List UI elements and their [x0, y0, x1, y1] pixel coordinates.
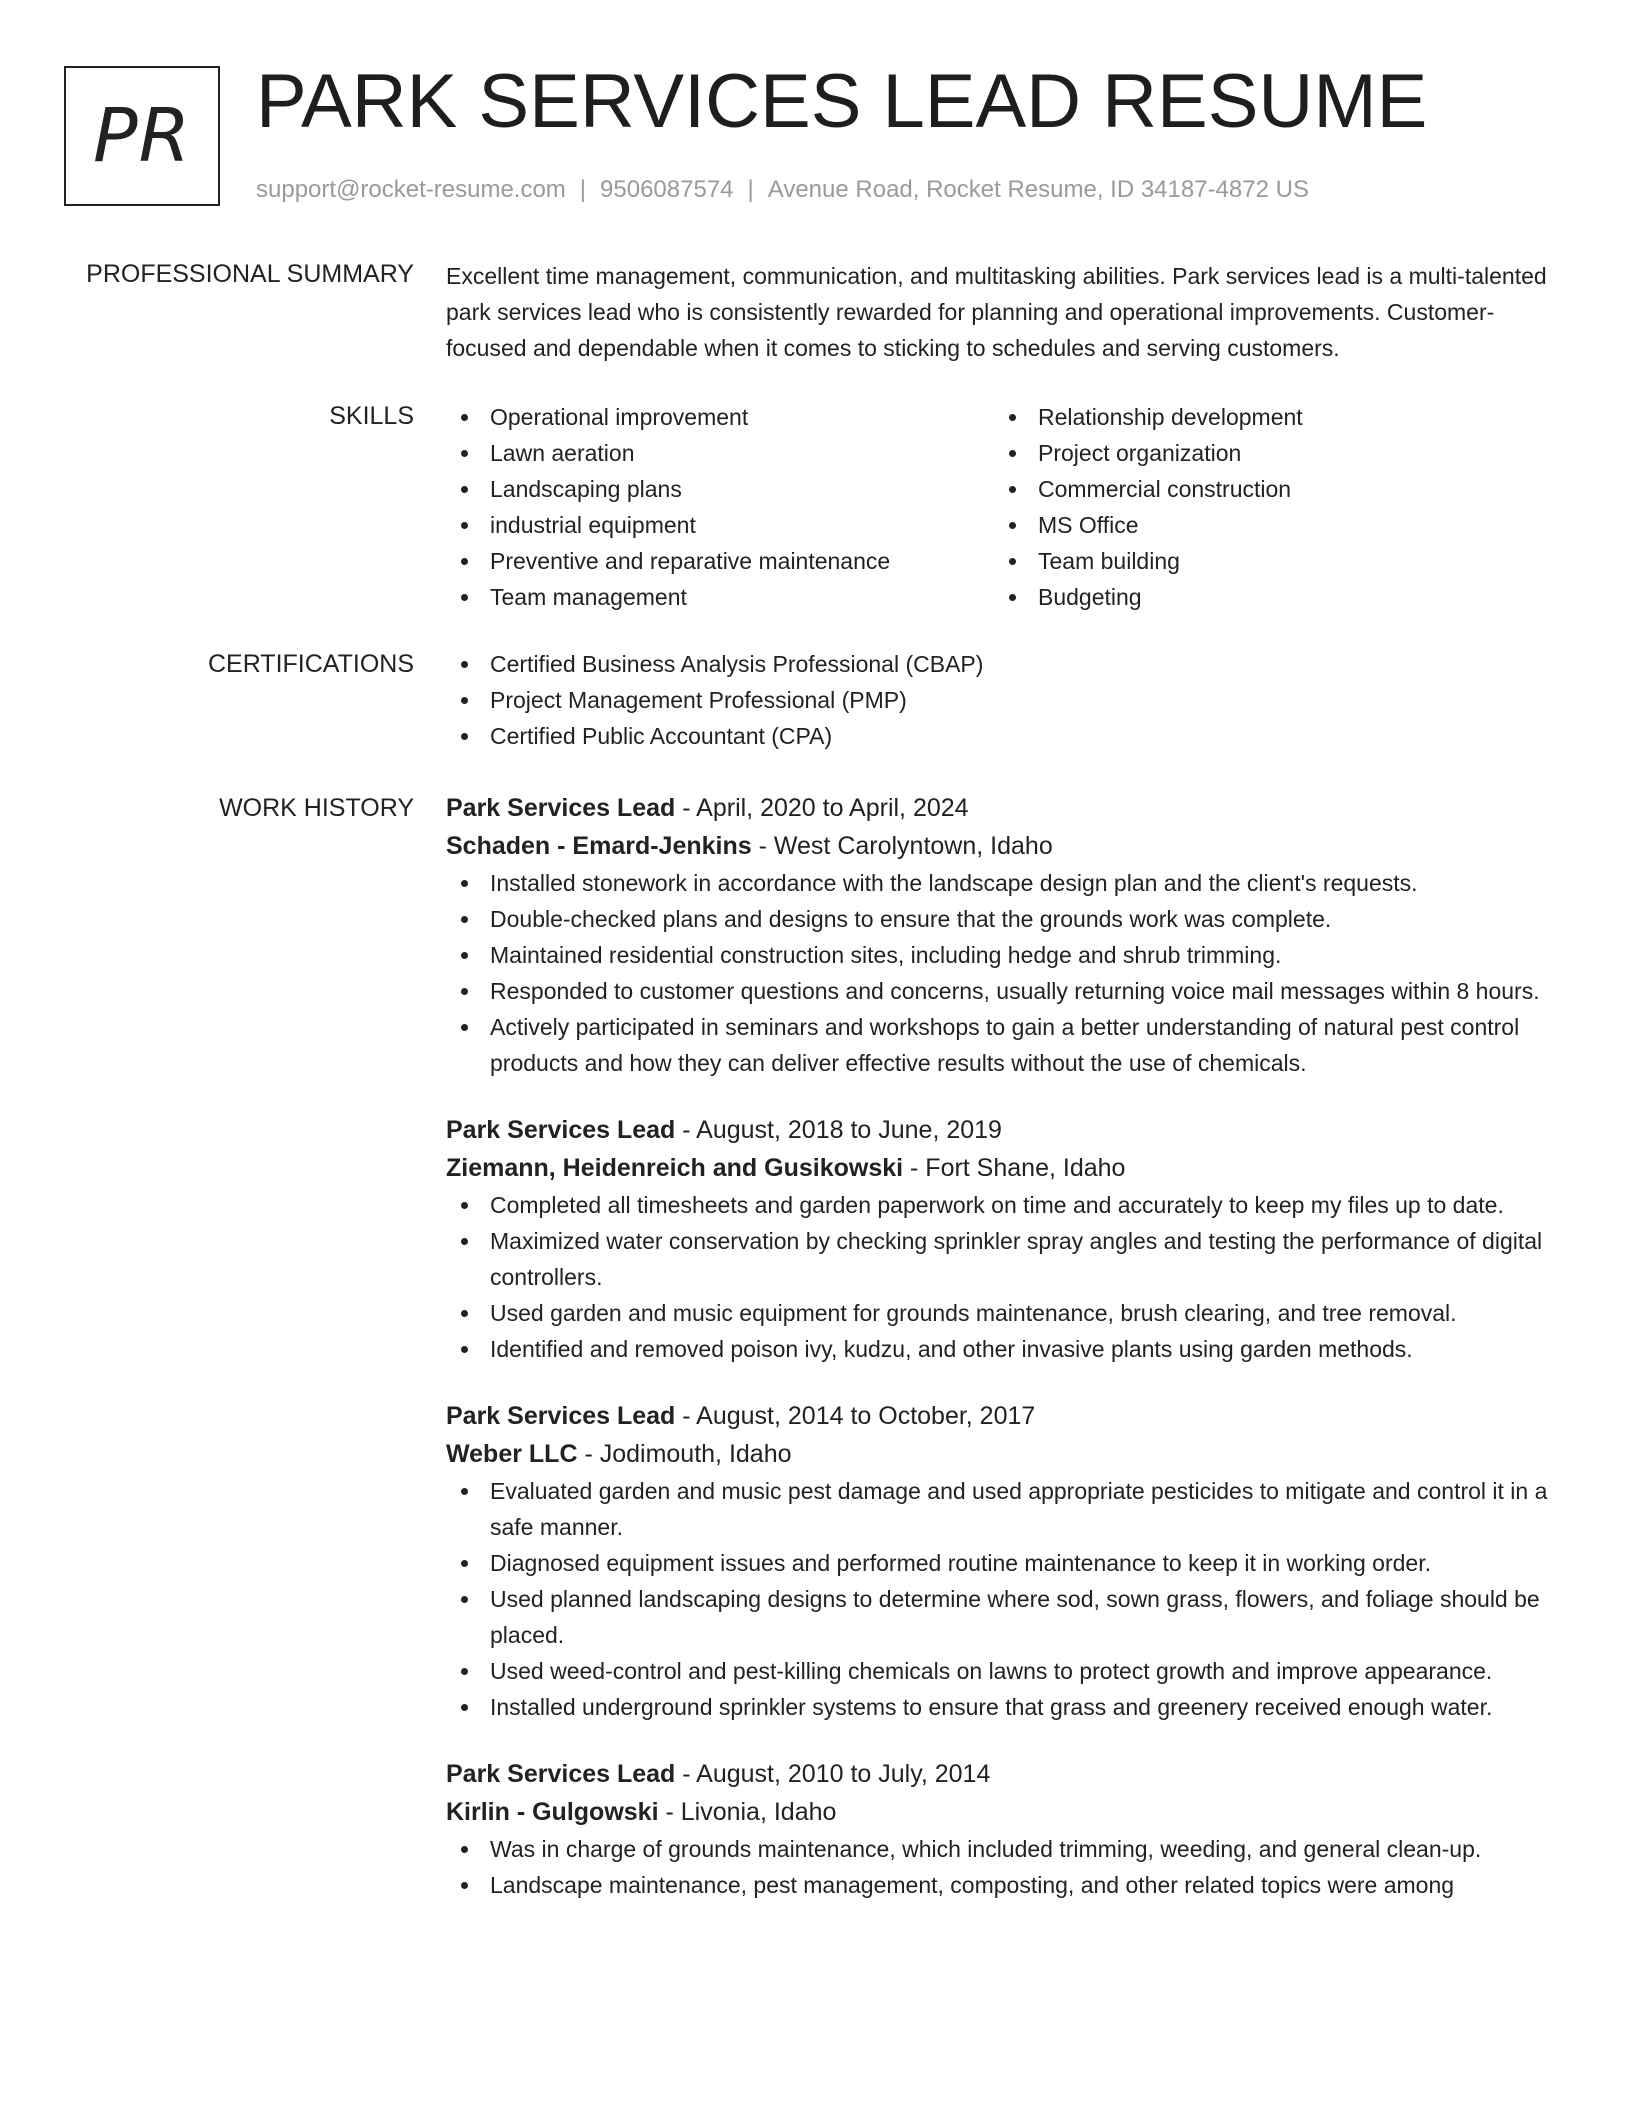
certifications-section: [446, 646, 1566, 754]
job-title-line: [446, 789, 1566, 827]
skill-item: Lawn aeration: [446, 435, 994, 471]
job-duty-item: Was in charge of grounds maintenance, which included trimming, weeding, and general clean-up.: [446, 1831, 1566, 1867]
job-duty-item: Used planned landscaping designs to determine where sod, sown grass, flowers, and foliage should be placed.: [446, 1581, 1566, 1653]
job-dates: - August, 2014 to October, 2017: [675, 1402, 1036, 1430]
job-duty-item: Maintained residential construction sites, including hedge and shrub trimming.: [446, 937, 1566, 973]
job-duty-item: Actively participated in seminars and workshops to gain a better understanding of natural pest control products and how they can deliver effective results without the use of chemicals.: [446, 1009, 1566, 1081]
job-title: Park Services Lead: [446, 794, 676, 822]
job-duties-list: [446, 1473, 1566, 1725]
job-duties-list: [446, 1831, 1566, 1903]
skill-item: Operational improvement: [446, 399, 994, 435]
contact-separator: |: [747, 176, 754, 203]
job-dates: - August, 2010 to July, 2014: [675, 1760, 991, 1788]
job-company: Schaden - Emard-Jenkins: [446, 832, 752, 860]
job-title: Park Services Lead: [446, 1402, 676, 1430]
job-location: - Livonia, Idaho: [658, 1798, 837, 1826]
summary-text: Excellent time management, communication, and multitasking abilities. Park services lead is a multi-talented park services lead who is consistently rewarded for planning and operational improvements. Customer-focused and dependable when it comes to sticking to schedules and serving customers.: [446, 263, 1547, 361]
section-label-summary: PROFESSIONAL SUMMARY: [86, 260, 414, 288]
skills-section: [446, 399, 1566, 615]
job-duty-item: Used garden and music equipment for grounds maintenance, brush clearing, and tree removal.: [446, 1295, 1566, 1331]
job-duty-item: Installed underground sprinkler systems to ensure that grass and greenery received enough water.: [446, 1689, 1566, 1725]
certification-item: Certified Business Analysis Professional (CBAP): [446, 646, 1566, 682]
job-duties-list: [446, 1187, 1566, 1367]
job-dates: - April, 2020 to April, 2024: [675, 794, 969, 822]
job-company-line: [446, 827, 1566, 865]
job-duty-item: Double-checked plans and designs to ensure that the grounds work was complete.: [446, 901, 1566, 937]
work-history-section: [446, 789, 1566, 1933]
job-duty-item: Evaluated garden and music pest damage and used appropriate pesticides to mitigate and control it in a safe manner.: [446, 1473, 1566, 1545]
job-company-line: [446, 1793, 1566, 1831]
job-title-line: [446, 1111, 1566, 1149]
contact-address: Avenue Road, Rocket Resume, ID 34187-4872 US: [767, 176, 1309, 203]
job-duties-list: [446, 865, 1566, 1081]
job-location: - West Carolyntown, Idaho: [751, 832, 1053, 860]
contact-separator: |: [579, 176, 587, 203]
job-location: - Fort Shane, Idaho: [903, 1154, 1126, 1182]
job-duty-item: Installed stonework in accordance with the landscape design plan and the client's requests.: [446, 865, 1566, 901]
skill-item: Commercial construction: [994, 471, 1542, 507]
skill-item: MS Office: [994, 507, 1542, 543]
job-entry: [446, 789, 1566, 1081]
monogram-badge: [64, 66, 220, 206]
job-company: Ziemann, Heidenreich and Gusikowski: [446, 1154, 904, 1182]
contact-line: [256, 174, 1309, 206]
job-company-line: [446, 1435, 1566, 1473]
contact-email: support@rocket-resume.com: [256, 176, 566, 203]
job-company: Kirlin - Gulgowski: [446, 1798, 659, 1826]
job-entry: [446, 1397, 1566, 1725]
job-title: Park Services Lead: [446, 1760, 676, 1788]
job-entry: [446, 1111, 1566, 1367]
job-entry: [446, 1755, 1566, 1903]
job-company-line: [446, 1149, 1566, 1187]
skills-list-right: [994, 399, 1542, 615]
skill-item: Relationship development: [994, 399, 1542, 435]
skill-item: Landscaping plans: [446, 471, 994, 507]
job-title-line: [446, 1755, 1566, 1793]
job-duty-item: Diagnosed equipment issues and performed routine maintenance to keep it in working order.: [446, 1545, 1566, 1581]
job-duty-item: Used weed-control and pest-killing chemicals on lawns to protect growth and improve appearance.: [446, 1653, 1566, 1689]
skill-item: Preventive and reparative maintenance: [446, 543, 994, 579]
job-title-line: [446, 1397, 1566, 1435]
job-duty-item: Responded to customer questions and concerns, usually returning voice mail messages within 8 hours.: [446, 973, 1566, 1009]
job-duty-item: Identified and removed poison ivy, kudzu, and other invasive plants using garden methods.: [446, 1331, 1566, 1367]
monogram-initials: PR: [92, 93, 192, 179]
job-title: Park Services Lead: [446, 1116, 676, 1144]
resume-title: PARK SERVICES LEAD RESUME: [256, 59, 1428, 144]
certification-item: Project Management Professional (PMP): [446, 682, 1566, 718]
summary-section: [446, 258, 1566, 366]
section-label-certifications: CERTIFICATIONS: [207, 650, 414, 678]
section-label-work-history: WORK HISTORY: [219, 794, 414, 822]
job-company: Weber LLC: [446, 1440, 578, 1468]
contact-phone: 9506087574: [600, 176, 734, 203]
section-label-skills: SKILLS: [329, 402, 414, 430]
job-location: - Jodimouth, Idaho: [577, 1440, 792, 1468]
job-dates: - August, 2018 to June, 2019: [675, 1116, 1002, 1144]
certifications-list: [446, 646, 1566, 754]
skill-item: Team management: [446, 579, 994, 615]
skill-item: Team building: [994, 543, 1542, 579]
job-duty-item: Maximized water conservation by checking sprinkler spray angles and testing the performance of digital controllers.: [446, 1223, 1566, 1295]
job-duty-item: Landscape maintenance, pest management, composting, and other related topics were among: [446, 1867, 1566, 1903]
skill-item: Budgeting: [994, 579, 1542, 615]
skill-item: industrial equipment: [446, 507, 994, 543]
skill-item: Project organization: [994, 435, 1542, 471]
skills-list-left: [446, 399, 994, 615]
certification-item: Certified Public Accountant (CPA): [446, 718, 1566, 754]
job-duty-item: Completed all timesheets and garden paperwork on time and accurately to keep my files up to date.: [446, 1187, 1566, 1223]
